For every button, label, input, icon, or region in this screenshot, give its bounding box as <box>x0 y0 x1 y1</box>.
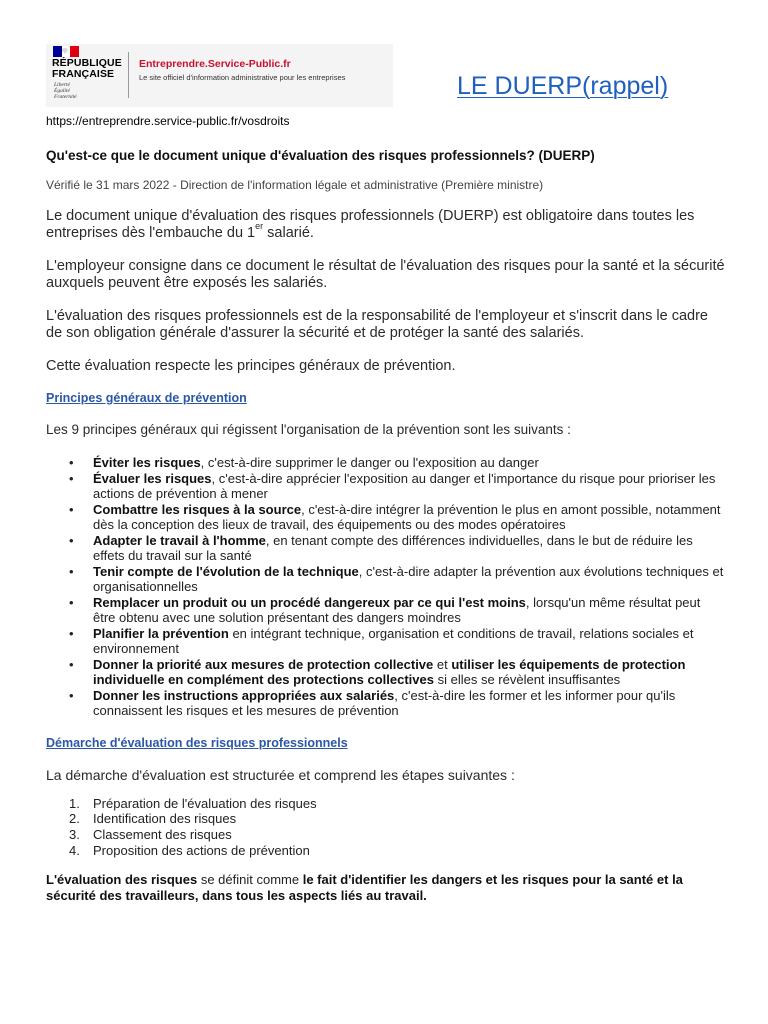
steps-intro: La démarche d'évaluation est structurée et comprend les étapes suivantes : <box>46 766 515 783</box>
list-item: • Tenir compte de l'évolution de la technique, c'est-à-dire adapter la prévention aux évolutions techniques et organisationnelles <box>93 564 726 595</box>
principles-intro: Les 9 principes généraux qui régissent l'organisation de la prévention sont les suivants : <box>46 422 571 437</box>
logo-divider <box>128 52 129 98</box>
article-question: Qu'est-ce que le document unique d'évaluation des risques professionnels? (DUERP) <box>46 148 595 163</box>
list-item: • Évaluer les risques, c'est-à-dire apprécier l'exposition au danger et l'importance du risque pour prioriser les actions de prévention à mener <box>93 471 726 502</box>
logo-block <box>46 44 393 107</box>
list-item: • Adapter le travail à l'homme, en tenant compte des différences individuelles, dans le but de réduire les effets du travail sur la santé <box>93 533 726 564</box>
paragraph-responsibility: L'évaluation des risques professionnels est de la responsabilité de l'employeur et s'inscrit dans le cadre de son obligation générale d'assurer la sécurité et de protéger la santé des salariés. <box>46 308 708 341</box>
list-item: 2. Identification des risques <box>69 811 237 827</box>
site-name: Entreprendre.Service-Public.fr <box>139 58 291 70</box>
paragraph-principles: Cette évaluation respecte les principes généraux de prévention. <box>46 358 456 374</box>
steps-section-link[interactable]: Démarche d'évaluation des risques professionnels <box>46 735 348 750</box>
principles-list <box>46 455 726 719</box>
conclusion-paragraph: L'évaluation des risques se définit comme le fait d'identifier les dangers et les risques pour la santé et la sécurité des travailleurs, dans tous les aspects liés au travail. <box>46 872 683 904</box>
list-item: • Éviter les risques, c'est-à-dire supprimer le danger ou l'exposition au danger <box>93 455 726 471</box>
principles-section-link[interactable]: Principes généraux de prévention <box>46 391 247 405</box>
document-title-link[interactable]: LE DUERP(rappel) <box>457 72 669 100</box>
list-item: • Remplacer un produit ou un procédé dangereux par ce qui l'est moins, lorsqu'un même résultat peut être obtenu avec une solution présentant des dangers moindres <box>93 595 726 626</box>
site-tagline: Le site officiel d'information administrative pour les entreprises <box>139 73 346 82</box>
list-item: • Donner la priorité aux mesures de protection collective et utiliser les équipements de protection individuelle en complément des protections collectives si elles se révèlent insuffisantes <box>93 657 726 688</box>
french-flag-icon <box>53 46 79 57</box>
source-url[interactable]: https://entreprendre.service-public.fr/vosdroits <box>46 114 290 128</box>
article-content <box>46 148 726 904</box>
list-item: • Donner les instructions appropriées aux salariés, c'est-à-dire les former et les informer pour qu'ils connaissent les risques et les mesures de prévention <box>93 688 726 719</box>
list-item: 3. Classement des risques <box>69 826 232 842</box>
republique-francaise-label: RÉPUBLIQUE FRANÇAISE <box>52 57 122 80</box>
paragraph-obligation: Le document unique d'évaluation des risques professionnels (DUERP) est obligatoire dans toutes les entreprises dès l'embauche du 1er salarié. <box>46 208 695 241</box>
verification-date: Vérifié le 31 mars 2022 - Direction de l'information légale et administrative (Première ministre) <box>46 178 544 192</box>
list-item: • Planifier la prévention en intégrant technique, organisation et conditions de travail, relations sociales et environnement <box>93 626 726 657</box>
list-item: • Combattre les risques à la source, c'est-à-dire intégrer la prévention le plus en amont possible, notamment dès la conception des lieux de travail, des équipements ou des modes opératoires <box>93 502 726 533</box>
steps-list <box>46 796 726 859</box>
list-item: 4. Proposition des actions de prévention <box>69 842 310 858</box>
paragraph-employer: L'employeur consigne dans ce document le résultat de l'évaluation des risques pour la santé et la sécurité auxquels peuvent être exposés les salariés. <box>46 258 725 291</box>
list-item: 1. Préparation de l'évaluation des risques <box>69 795 317 811</box>
republic-motto: Liberté Égalité Fraternité <box>54 82 77 100</box>
